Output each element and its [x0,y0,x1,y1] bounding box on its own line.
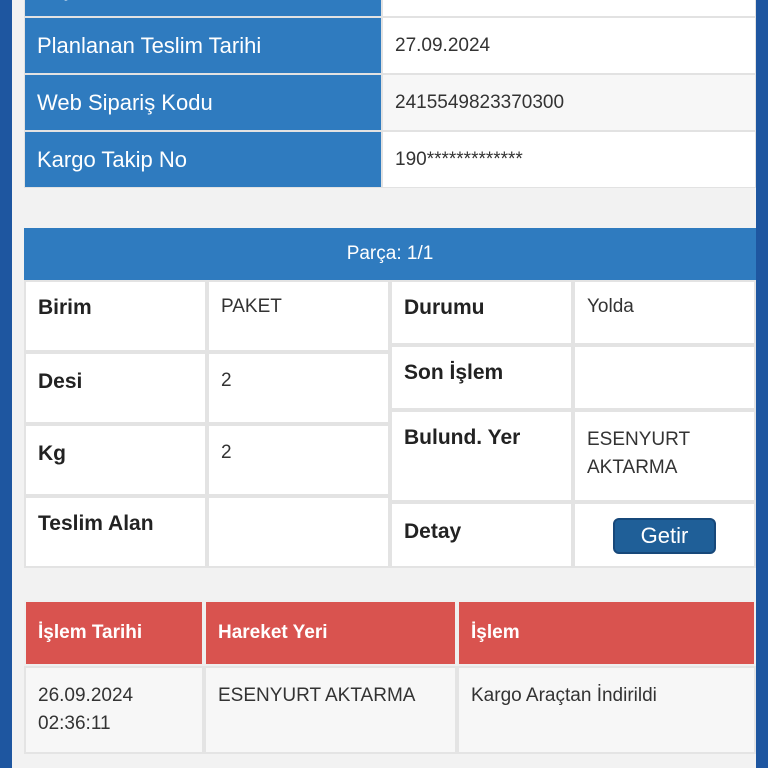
package-value [573,502,756,568]
package-row-received-by [24,496,390,568]
info-value: 190************* [382,131,756,188]
page-container [12,0,756,768]
info-row-tracking-number [24,131,756,188]
package-key: Kg [24,424,207,496]
package-key: Birim [24,280,207,352]
location-line-1: ESENYURT [587,429,691,450]
column-header-action: İşlem [457,600,756,666]
table-row [24,666,756,754]
movement-date-cell [24,666,204,754]
package-right-column [390,280,756,568]
package-grid [24,280,756,568]
movement-table [24,600,756,754]
package-row-location [390,410,756,502]
movement-action: Kargo Araçtan İndirildi [457,666,756,754]
package-row-detail [390,502,756,568]
package-row-kg [24,424,390,496]
package-row-last-operation [390,345,756,410]
package-key: Desi [24,352,207,424]
package-row-unit [24,280,390,352]
info-value [382,0,756,17]
getir-button[interactable]: Getir [613,518,717,554]
movement-date: 26.09.2024 [38,685,134,706]
info-label: Web Sipariş Kodu [24,74,382,131]
package-value: 2 [207,424,390,496]
package-key: Detay [390,502,573,568]
movement-place: ESENYURT AKTARMA [204,666,457,754]
package-value [573,410,756,502]
shipment-info-table [24,0,756,188]
package-value [573,345,756,410]
package-header: Parça: 1/1 [24,228,756,280]
package-key: Son İşlem [390,345,573,410]
package-key: Bulund. Yer [390,410,573,502]
info-row-planned-delivery [24,17,756,74]
info-value: 27.09.2024 [382,17,756,74]
info-value: 2415549823370300 [382,74,756,131]
package-row-desi [24,352,390,424]
info-label [24,0,382,17]
info-label: Kargo Takip No [24,131,382,188]
package-left-column [24,280,390,568]
package-row-status [390,280,756,345]
package-value: 2 [207,352,390,424]
column-header-date: İşlem Tarihi [24,600,204,666]
info-label: Planlanan Teslim Tarihi [24,17,382,74]
package-value: PAKET [207,280,390,352]
package-value [207,496,390,568]
column-header-place: Hareket Yeri [204,600,457,666]
package-key: Teslim Alan [24,496,207,568]
package-value: Yolda [573,280,756,345]
package-section [24,228,756,568]
info-row-web-order-code [24,74,756,131]
info-row-registration-date [24,0,756,17]
movement-time: 02:36:11 [38,713,111,734]
movement-header-row [24,600,756,666]
package-key: Durumu [390,280,573,345]
location-line-2: AKTARMA [587,457,678,478]
